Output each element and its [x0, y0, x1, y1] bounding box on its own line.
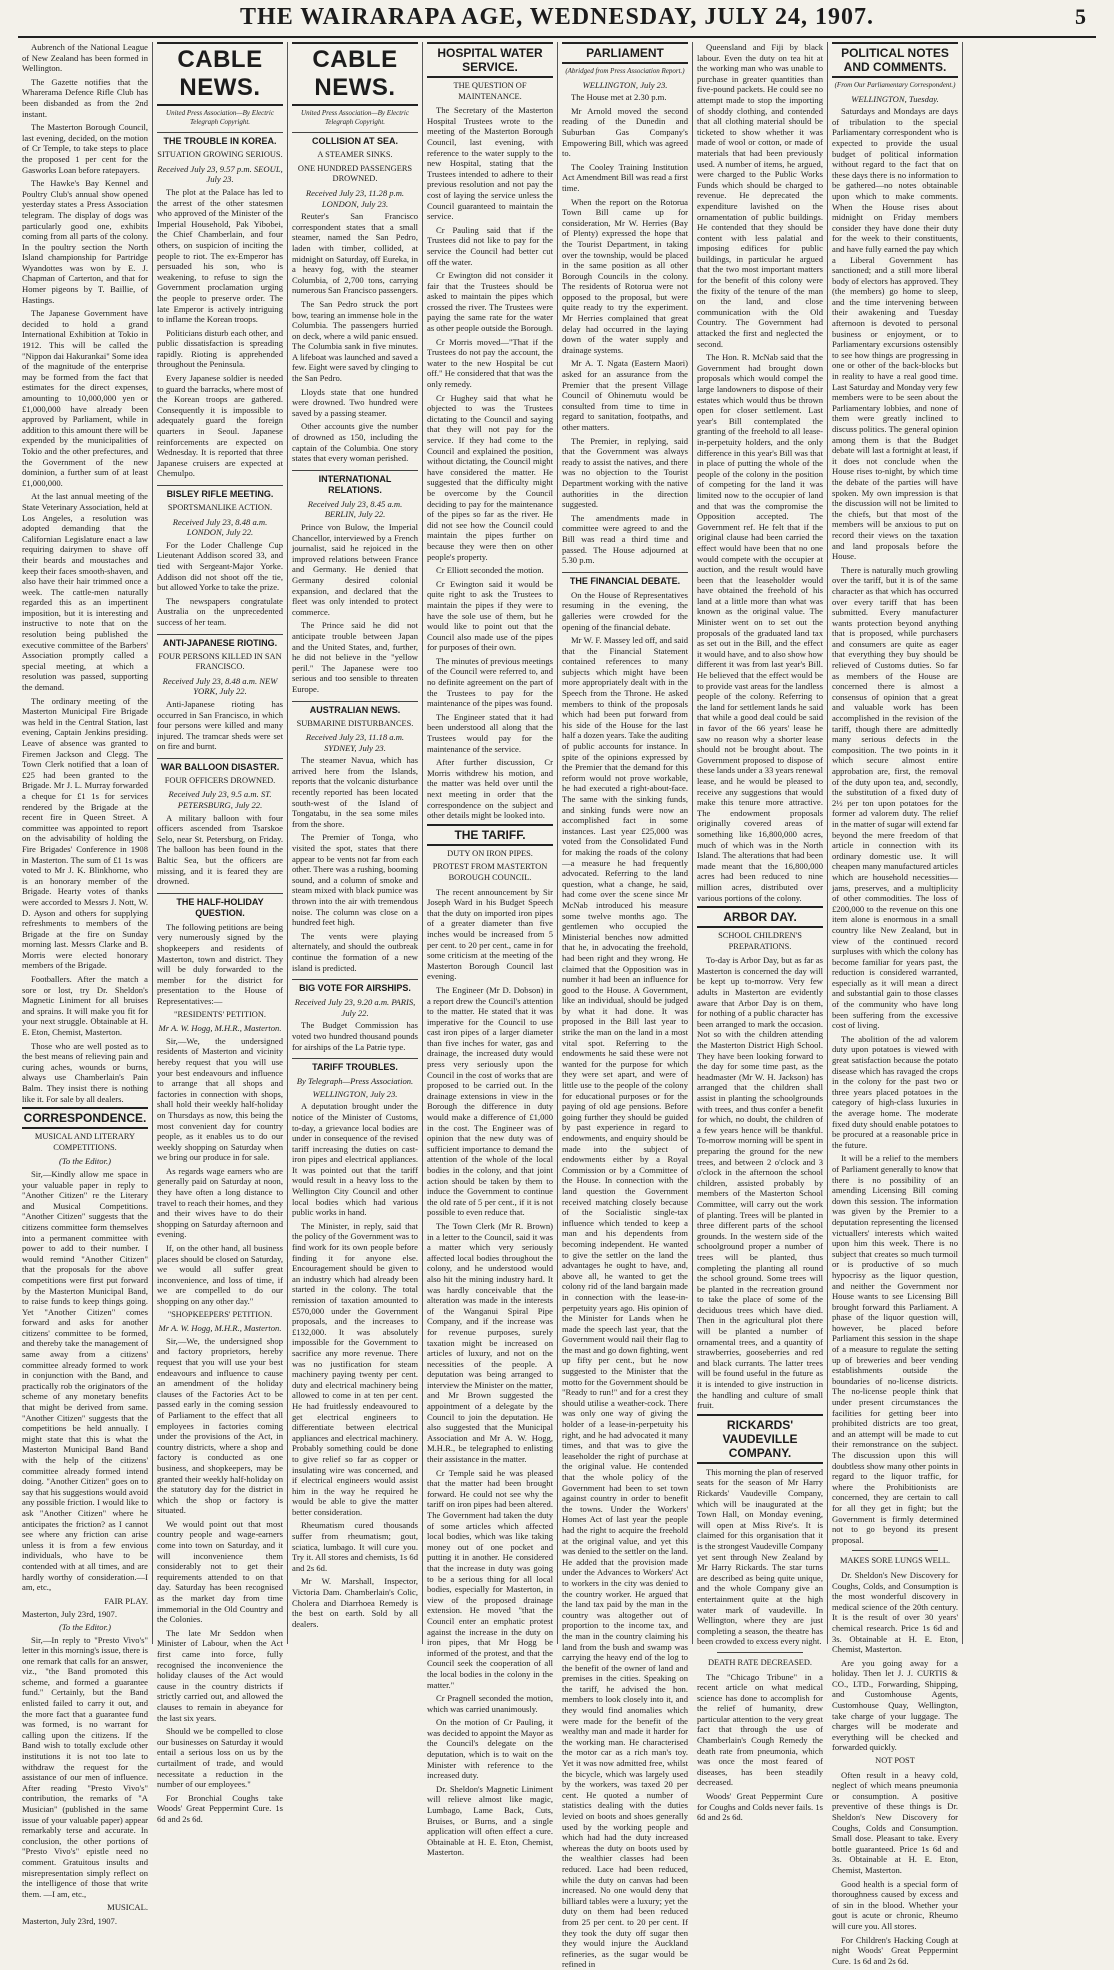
column-5: [558, 42, 693, 1970]
news-paragraph: The late Mr Seddon when Minister of Labour, when the Act first came into force, fully recognised the inconvenience the holiday clauses of the Act would cause in the country districts if strictly carried out, and allowed the clauses to remain in abeyance for the last six years.: [157, 1627, 283, 1723]
column-1: [18, 42, 153, 1926]
advertisement: Rheumatism cured thousands suffer from rheumatism; gout, sciatica, lumbago. It will cure you. Try it. All stores and chemists, 1s 6d and 2s 6d.: [292, 1520, 418, 1573]
column-4: [423, 42, 558, 1858]
advertisement: Dr. Sheldon's New Discovery for Coughs, Colds, and Consumption is the most wonderful discovery in medical science of the 20th century. It is the result of over 30 years' chemical research. Price 1s 6d and 3s. Obtainable at H. E. Eton, Chemist, Masterton.: [832, 1569, 958, 1655]
news-paragraph: Cr Ewington said it would be quite right to ask the Trustees to maintain the pipes if they were to have the sole use of them, but he would like to point out that the Council also made use of the pipes for purposes of their own.: [427, 578, 553, 653]
dateline: Received July 23, 8.48 a.m. NEW YORK, July 22.: [162, 675, 278, 697]
dateline: Received July 23, 9.5 a.m. ST. PETERSBURG, July 22.: [168, 789, 272, 811]
article-heading: THE FINANCIAL DEBATE.: [562, 572, 688, 587]
article-heading: BISLEY RIFLE MEETING.: [157, 485, 283, 500]
article-subheading: "RESIDENTS' PETITION.: [174, 1009, 266, 1019]
news-paragraph: The Cooley Training Institution Act Amendment Bill was read a first time.: [562, 161, 689, 193]
news-paragraph: The recent announcement by Sir Joseph Ward in his Budget Speech that the duty on imported iron pipes of a greater diameter than five inches would be increased from 5 per cent. to 20 per cent., came in for some criticism at the meeting of the Masterton Borough Council last evening.: [427, 886, 553, 982]
dateline: WELLINGTON, July 23.: [312, 1088, 398, 1099]
news-paragraph: As regards wage earners who are generally paid on Saturday at noon, they have often a long distance to travel to reach their homes, and they and their wives have to do their shopping on Saturday afternoon and evening.: [157, 1165, 283, 1240]
news-paragraph: On the motion of Cr Pauling, it was decided to appoint the Mayor as the Council's delegate on the deputation, which is to wait on the Minister with reference to the increased duty.: [427, 1717, 554, 1781]
news-paragraph: Anti-Japanese rioting has occurred in San Francisco, in which four persons were killed and many injured. The tramcar sheds were set on fire and burnt.: [157, 698, 283, 752]
news-paragraph: The ordinary meeting of the Masterton Municipal Fire Brigade was held in the Central Station, last evening, Captain Jenkins presiding. Leave of absence was granted to Firemen Jackson and Clegg. The Town Clerk notified that a loan of £25 had been granted to the Brigade. Mr J. L. Murray forwarded a cheque for £1 1s for services rendered by the Brigade at the recent fire in Queen Street. A committee was appointed to report on the advisability of holding the Fire Brigades' Conference in 1908 in Masterton. The sum of £1 1s was voted to Mr J. K. Blinkhorne, who is an honorary member of the Brigade. Hearty votes of thanks were accorded to Messrs J. Nott, W. D. Ayson and others for supplying refreshments to members of the Brigade at the fire on Sunday morning last. Messrs Clarke and B. Morris were elected honorary members of the Brigade.: [22, 695, 148, 971]
news-paragraph: The House met at 2.30 p.m.: [571, 92, 667, 103]
masthead-rule: [18, 36, 1096, 38]
advertisement: Footballers. After the match a sore or lost, try Dr. Sheldon's Magnetic Liniment for all bruises and sprains. It will make you fit for your next struggle. Obtainable at H. E. Eton, Chemist, Masterton.: [22, 974, 148, 1038]
news-paragraph: Reuter's San Francisco correspondent states that a small steamer, named the San Pedro, laden with timber, collided, at midnight on Saturday, off Eureka, in a heavy fog, with the steamer Columbia, of 2,700 tons, carrying numerous San Francisco passengers.: [292, 211, 419, 296]
advertisement: Are you going away for a holiday. Then let J. J. CURTIS & CO., LTD., Forwarding, Shipping, and Customhouse Agents, Customhouse Quay, Wellington, take charge of your luggage. The charges will be moderate and everything will be checked and forwarded quickly.: [832, 1657, 958, 1753]
section-credit: (Abridged from Press Association Report.): [565, 67, 685, 75]
news-paragraph: The Premier, in replying, said that the Government was always ready to assist the natives, and there was no objection to the Tourist Department working with the native authorities in the direction suggested.: [562, 435, 688, 510]
news-paragraph: The San Pedro struck the port bow, tearing an immense hole in the Columbia. The passengers hurried on deck, where a wild panic ensued. The Columbia sank in five minutes. A lifeboat was launched and saved a few. Eight were saved by clinging to the San Pedro.: [292, 298, 418, 384]
news-paragraph: Should we be compelled to close our businesses on Saturday it would entail a serious loss on us by the curtailment of trade, and would necessitate a reduction in the number of our employees.": [157, 1726, 283, 1790]
news-paragraph: Queensland and Fiji by black labour. Even the duty on tea hit at the working man who was unable to purchase in greater quantities than five-pound packets. He could see no attempt made to stop the importing of shoddy clothing, and contended that all clothing material should be ticketed to show whether it was made of wool or cotton, or made of materials that had been previously used. A number of items, he argued, were charged to the Public Works Funds which should be charged to revenue. He deprecated the expenditure lavished on the ornamentation of public buildings. He contended that they should be content with less palatial and imposing edifices for public buildings, in particular he argued that the two most important matters for the benefit of this colony were the fixity of the tenure of the man on the land, and close communication with the Old Country. The Government had attacked the first and neglected the second.: [697, 42, 823, 349]
news-paragraph: To-day is Arbor Day, but as far as Masterton is concerned the day will be kept up to-morrow. Very few adults in Masterton are evidently aware that Arbor Day is on them, for nothing of a public character has been arranged to mark the occasion. Not so with the children attending the Masterton District High School. They have been looking forward to the day for some time past, as the headmaster (Mr W. H. Jackson) has arranged that the children shall assist in planting the schoolgrounds with trees, and thus confer a benefit for which, no doubt, the children of a few years hence will be thankful. To-morrow morning will be spent in preparing the ground for the new trees, and between 2 o'clock and 3 o'clock in the afternoon the school children, assisted probably by members of the Masterton School Committee, will carry out the work of planting. Trees will be planted in three different parts of the school grounds. In the western side of the schoolground proper a number of trees will be planted, thus completing the planting all round the school ground. Some trees will be planted in the recreation ground to take the place of some of the deciduous trees which have died. Then in the agricultural plot there will be planted a number of ornamental trees, and a quantity of strawberries, gooseberries and red and black currants. The latter trees will be found useful in the future as it is intended to give instruction in the handling and culture of small fruit.: [697, 955, 823, 1411]
news-paragraph: The newspapers congratulate Australia on the unprecedented success of her team.: [157, 595, 283, 627]
news-paragraph: The steamer Navua, which has arrived here from the Islands, reports that the volcanic disturbance recently reported has been located south-west of the Island of Tongatabu, in the sea some miles from the shore.: [292, 755, 418, 829]
page-number: 5: [1075, 4, 1086, 29]
article-heading: MUSICAL AND LITERARY COMPETITIONS.: [34, 1132, 136, 1152]
news-paragraph: The Engineer (Mr D. Dobson) in a report drew the Council's attention to the matter. He stated that it was imperative for the Council to use cast iron pipes of a larger diameter than five inches for water, gas and drainage, the increased duty would press very seriously upon the Council in the cost of works that are proposed to be carried out. In the drainage extensions in view in the Borough the difference in duty would make a difference of £1,000 in the cost. The Engineer was of opinion that the new duty was of sufficient importance to demand the attention of the whole of the local bodies in the colony, and that joint action should be taken by them to induce the Government to continue the old rate of 5 per cent., if it is not possible to even reduce that.: [427, 984, 553, 1218]
article-credit: By Telegraph—Press Association.: [296, 1076, 414, 1087]
article-heading: THE HALF-HOLIDAY QUESTION.: [157, 893, 283, 919]
news-paragraph: If, on the other hand, all business places should be closed on Saturday, we would all suffer great inconvenience, and loss of time, if we are compelled to do our shopping on any other day.": [157, 1243, 283, 1306]
news-paragraph: Saturdays and Mondays are days of tribulation to the special Parliamentary correspondent who is expected to provide the usual budget of political information without regard to the fact that on these days there is no information to be gathered—no notes obtainable upon which to make comments. When the House rises about midnight on Friday members consider they have done their duty for the week to their constituents, and have fully earned the pay which a Liberal Government has sanctioned; and a still more liberal body of electors has approved. They (the members) go home to sleep, and the time intervening between their awakening and Tuesday afternoon is devoted to personal business or enjoyment, or to Parliamentary excursions ostensibly to see how things are progressing in one or other of the back-blocks but in reality to have a real good time. Last Saturday and Monday very few members were to be seen about the Parliamentary lobbies, and none of them were greatly inclined to discuss politics. The general opinion among them is that the Budget debate will last a fortnight at least, if it does not conclude when the House rises to-night, by which time the debate of the parties will have spoken. My own impression is that the discussion will not be limited to the chiefs, but that most of the members will be anxious to put on record their views on the taxation and land proposals before the House.: [832, 106, 959, 562]
news-paragraph: The Hon. R. McNab said that the Government had brought down proposals which would compel the large landowners to dispose of their estates which would thus be thrown open for closer settlement. Last year's Bill contemplated the granting of the freehold to all lease-in-perpetuity holders, and the only difference in this year's Bill was that in place of putting the whole of the people of the colony in the position of competing for the land it was limited now to the occupier of land and that was the compromise the Opposition accepted. The Government ref. He felt that if the original clause had been carried the effect would have been that no one would compete with the occupier at auction, and the result would have been that the leaseholder would have obtained the freehold of his land at a little more than what was known as the original value. The Minister went on to set out the proposals of the graduated land tax as set out in the Bill, and the effect it would have, and to also show how different it was from last year's Bill. He believed that the effect would be to provide vast areas for the landless people of the colony. Referring to the land for settlement lands he said that while a good deal could be said in favor of the 66 years' lease he saw no reason why a shorter lease should not be brought about. The Government proposed to dispose of these lands under a 33 years renewal lease, and he would be pleased to receive any suggestions that would make this tenure more attractive. The endowment proposals originally covered areas of something like 16,800,000 acres, much of which was in the North Island. The alterations that had been made meant that the 16,800,000 acres had been reduced to nine million acres, distributed over various portions of the colony.: [697, 352, 823, 903]
dateline: Received July 23, 8.48 a.m. LONDON, July 22.: [172, 516, 268, 538]
news-paragraph: It will be a relief to the members of Parliament generally to know that there is no possibility of an amending Licensing Bill coming down this session. The information was given by the Premier to a deputation representing the licensed victuallers' interests which waited upon him this week. There is no subject that creates so much turmoil or is productive of so much hypocrisy as the liquor question, and neither the Government nor House wants to see Licensing Bill brought forward this Parliament. A phase of the liquor question will, however, be placed before Parliament this session in the shape of a measure to regulate the setting up of breweries and beer vending establishments outside the boundaries of no-license districts. The no-license people think that under present circumstances the facilities for getting beer into prohibited districts are too great, and an attempt will be made to cut their remonstrance on the subject. The discussion upon this will doubtless show many other points in regard to the liquor traffic, for where the Prohibitionists are concerned, they are certain to call for all they get in fight; but the Government is firmly determined not to go beyond its present proposal.: [832, 1153, 958, 1545]
dateline: Received July 23, 11.18 a.m. SYDNEY, July 23.: [305, 732, 405, 753]
column-8: [963, 42, 1098, 1644]
advertisement: Mr W. Marshall, Inspector, Victoria Dam. Chamberlain's Colic, Cholera and Diarrhoea Remedy is the best on earth. Sold by all dealers.: [292, 1576, 418, 1629]
news-paragraph: The Hawke's Bay Kennel and Poultry Club's annual show opened yesterday states a Press Association telegram. The display of dogs was particularly good one, exhibits coming from all parts of the colony. In the poultry section the North Island championship for Partridge Wyandottes was won by E. J. Chapman of Carterton, and that for Homer pigeons by T. Baillie, of Hastings.: [22, 178, 148, 305]
news-paragraph: Mr A. T. Ngata (Eastern Maori) asked for an assurance from the Premier that the present Village Council of Ohinemutu would be consulted from time to time in regard to sanitation, footpaths, and other matters.: [562, 358, 688, 432]
news-paragraph: The Gazette notifies that the Wharerama Defence Rifle Club has been disbanded as from the 2nd instant.: [22, 76, 148, 119]
advert-heading: NOT POST: [875, 1756, 915, 1766]
article-heading: THE TARIFF.: [427, 824, 553, 846]
news-paragraph: On the House of Representatives resuming in the evening, the galleries were crowded for the opening of the financial debate.: [562, 589, 688, 632]
news-paragraph: Cr Elliott seconded the motion.: [436, 565, 544, 576]
section-credit: United Press Association—By Electric Telegraph Copyright.: [301, 109, 409, 126]
article-heading: ANTI-JAPANESE RIOTING.: [157, 634, 283, 649]
news-paragraph: Sir,—We, the undersigned shop and factory proprietors, hereby request that you will use your best endeavours and influence to cause an amendment of the holiday clauses of the Factories Act to be passed early in the coming session of Parliament to the effect that all employees in factories coming under the provisions of the Act, in country districts, where a shop and factory is conducted as one business, and shopkeepers, may be granted their weekly half-holiday on the statutory day for the district in which the shop or factory is situated.: [157, 1335, 283, 1516]
article-subheading: SITUATION GROWING SERIOUS.: [157, 150, 283, 160]
address-line: Mr A. W. Hogg, M.H.R., Masterton.: [158, 1323, 282, 1334]
section-banner: HOSPITAL WATER SERVICE.: [427, 42, 553, 78]
article-heading: TARIFF TROUBLES.: [292, 1058, 418, 1073]
news-paragraph: Prince von Bulow, the Imperial Chancellor, interviewed by a French journalist, said he rejoiced in the improved relations between France and Germany. He denied that Germany desired colonial expansion, and declared that the fleet was only intended to protect commerce.: [292, 522, 418, 617]
column-7: [828, 42, 963, 1966]
section-credit: (From Our Parliamentary Correspondent.): [834, 81, 956, 89]
news-paragraph: Lloyds state that one hundred were drowned. Two hundred were saved by a passing steamer.: [292, 386, 418, 418]
letter-date: Masterton, July 23rd, 1907.: [22, 1915, 118, 1926]
column-2: [153, 42, 288, 1824]
news-paragraph: The abolition of the ad valorem duty upon potatoes is viewed with great satisfaction because the potato disease which has ravaged the crops in the colony for the past two or three years placed potatoes in the category of high-class luxuries in the average home. The moderate fixed duty should enable potatoes to be procured at a reasonable price in the future.: [832, 1033, 958, 1150]
article-subheading: FOUR OFFICERS DROWNED.: [164, 775, 276, 785]
news-paragraph: The amendments made in committee were agreed to and the Bill was read a third time and passed. The House adjourned at 5.30 p.m.: [562, 512, 688, 566]
article-heading: RICKARDS' VAUDEVILLE COMPANY.: [697, 1414, 823, 1464]
advertisement: Good health is a special form of thoroughness caused by excess and of sin in the blood. Whether your gout is acute or chronic, Rheumo will cure you. All stores.: [832, 1878, 958, 1931]
address-line: Mr A. W. Hogg, M.H.R., Masterton.: [158, 1023, 282, 1034]
news-paragraph: We would point out that most country people and wage-earners come into town on Saturday, and it will inconvenience them considerably not to get their requirements attended to on that day. Saturday has been recognised as the market day from time immemorial in the Old Country and the Colonies.: [157, 1518, 283, 1625]
letter-signature: MUSICAL.: [107, 1902, 148, 1913]
news-paragraph: The Prince said he did not anticipate trouble between Japan and the United States, and, further, he did not believe in the "yellow peril." The Japanese were too serious and too sensible to threaten Europe.: [292, 620, 418, 694]
news-paragraph: The following petitions are being very numerously signed by the shopkeepers and residents of Masterton, town and district. They will be duly forwarded to the member for the district for presentation to the House of Representatives:—: [157, 921, 283, 1006]
news-paragraph: The Engineer stated that it had been understood all along that the Trustees would pay for the maintenance of the service.: [427, 711, 553, 754]
dateline: Received July 23, 9.57 p.m. SEOUL, July 23.: [157, 163, 283, 185]
letter-text: Sir,—Kindly allow me space in your valuable paper in reply to "Another Citizen" re the Literary and Musical Competitions. "Another Citizen" suggests that the citizens committee form themselves into a permanent committee with power to add to their number. I would remind "Another Citizen" that the proposals for the above competitions were first put forward by the Masterton Municipal Band, to raise funds to keep things going. Yet "Another Citizen" comes forward and asks for another citizens' committee to be formed, and thereby take the management of same away from a citizens' committee already formed to work in conjunction with the Band, and practically rob the originators of the scheme of any monetary benefits that might be derived from same. "Another Citizen" suggests that the competitions be held annually. I might state that this is what the Masterton Municipal Band Band with the help of the citizens' committee already formed intend doing. "Another Citizen" goes on to say that his suggestions would avoid any possible friction. I would like to ask "Another Citizen" where he anticipates the friction? as I cannot see where any friction can arise unless it is from a few envious individuals, who have to be contended with at all times, and are hardly worthy of consideration.—I am, etc.,: [22, 1168, 148, 1593]
article-subheading: ONE HUNDRED PASSENGERS DROWNED.: [297, 163, 413, 184]
section-banner: CABLE NEWS.: [292, 42, 418, 106]
article-heading: ARBOR DAY.: [697, 906, 823, 928]
news-paragraph: Cr Temple said he was pleased that the matter had been brought forward. He could not see why the tariff on iron pipes had been altered. The Government had taken the duty of some articles which affected local bodies, which was like taking money out of one pocket and putting it in another. He considered that the increase in duty was going to be a serious thing for all local bodies, especially for Masterton, in view of the proposed drainage extension. He moved "that the Council enter an emphatic protest against the increase in the duty on iron pipes, that Mr Hogg be informed of the protest, and that the Council seek the cooperation of all the local bodies in the colony in the matter.": [427, 1467, 553, 1690]
section-banner: POLITICAL NOTES AND COMMENTS.: [832, 42, 958, 78]
letter-signature: FAIR PLAY.: [104, 1595, 148, 1606]
news-paragraph: A deputation brought under the notice of the Minister of Customs, to-day, a grievance local bodies are under in consequence of the revised tariff increasing the duties on cast-iron pipes and electrical appliances. It was pointed out that the tariff would result in a heavy loss to the Wellington City Council and other local bodies which had various public works in hand.: [292, 1101, 418, 1218]
column-6: [693, 42, 828, 1823]
advertisement: Dr. Sheldon's Magnetic Liniment will relieve almost like magic, Lumbago, Lame Back, Cuts, Bruises, or Burns, and a single application will often effect a cure. Obtainable at H. E. Eton, Chemist, Masterton.: [427, 1783, 553, 1858]
dateline: WELLINGTON, Tuesday.: [851, 93, 939, 104]
article-subheading: SUBMARINE DISTURBANCES.: [296, 718, 414, 728]
dateline: Received July 23, 8.45 a.m. BERLIN, July 22.: [307, 498, 403, 520]
news-paragraph: This morning the plan of reserved seats for the season of Mr Harry Rickards' Vaudeville Company, which will be inaugurated at the Town Hall, on Monday evening, will open at Miss Rive's. It is claimed for this organisation that it is the strongest Vaudeville Company yet sent through New Zealand by Mr Harry Rickards. The star turns are described as being quite unique, and the whole Company give an entertainment quite at the high water mark of vaudeville. In Wellington, where they are just completing a season, the theatre has been crowded to excess every night.: [697, 1466, 823, 1647]
article-subheading: PROTEST FROM MASTERTON BOROUGH COUNCIL.: [432, 862, 548, 882]
article-heading: THE TROUBLE IN KOREA.: [157, 132, 283, 147]
masthead: [0, 4, 1114, 38]
news-paragraph: Cr Pauling said that if the Trustees did not like to pay for the service the Council had better cut off the water.: [427, 224, 553, 267]
article-heading: COLLISION AT SEA.: [292, 132, 418, 147]
to-editor: (To the Editor.): [59, 1156, 111, 1167]
news-paragraph: The vents were playing alternately, and should the outbreak continue the formation of a new island is predicted.: [292, 930, 418, 973]
news-paragraph: Other accounts give the number of drowned as 150, including the captain of the Columbia. One story states that every woman perished.: [292, 421, 418, 464]
news-paragraph: At the last annual meeting of the State Veterinary Association, held at Los Angeles, a resolution was adopted demanding that the Californian Legislature enact a law requiring dairymen to shave off their beards and moustaches and keep their faces smooth-shaven, and also have their hair trimmed once a week. The cattle-men naturally regarded this as an impertinent imposition, but it is interesting and instructive to note that on the resolution being published the executive committee of the Barbers' Association promptly called a special meeting, at which a resolution was passed, supporting the demand.: [22, 491, 148, 693]
article-subheading: SPORTSMANLIKE ACTION.: [167, 503, 273, 512]
news-paragraph: When the report on the Rotorua Town Bill came up for consideration, Mr W. Herries (Bay of Plenty) expressed the hope that the Tourist Department, in taking over the township, would be placed in the same position as all other Borough Councils in the colony. The residents of Rotorua were not opposed to the proposal, but were quite ready to try the experiment. Mr Herries complained that great delay had occurred in the laying down of the water supply and drainage systems.: [562, 196, 688, 355]
article-subheading: SCHOOL CHILDREN'S PREPARATIONS.: [718, 931, 802, 951]
article-subheading: DUTY ON IRON PIPES.: [447, 848, 533, 858]
advert-heading: DEATH RATE DECREASED.: [708, 1657, 812, 1667]
news-paragraph: Every Japanese soldier is needed to guard the barracks, where most of the Korean troops are gathered. Consequently it is impossible to adequately guard the foreign quarters in Seoul. Japanese reinforcements are expected on Wednesday. It is reported that three Japanese cruisers are expected at Chemulpo.: [157, 373, 283, 479]
article-subheading: FOUR PERSONS KILLED IN SAN FRANCISCO.: [158, 651, 282, 672]
news-paragraph: Cr Ewington did not consider it fair that the Trustees should be asked to maintain the pipes which crossed the river. The Trustees were paying the same rate for the water as other people outside the Borough.: [427, 270, 554, 334]
section-credit: United Press Association—By Electric Telegraph Copyright.: [166, 109, 274, 126]
advertisement: Often result in a heavy cold, neglect of which means pneumonia or consumption. A positive preventive of these things is Dr. Sheldon's New Discovery for Coughs, Colds and Consumption. Small dose. Pleasant to take. Every bottle guaranteed. Price 1s 6d and 3s. Obtainable at H. E. Eton, Chemist, Masterton.: [832, 1769, 958, 1875]
news-paragraph: There is naturally much growling over the tariff, but it is of the same character as that which has occurred over every tariff that has been submitted. Every manufacturer wants protection beyond anything that is proposed, while purchasers and consumers are quite as eager that everything they buy should be relieved of Customs duties. So far as members of the House are concerned there is almost a consensus of opinion that a great and valuable work has been accomplished in the revision of the tariff, though there are admittedly many serious defects in the composition. The two points in it which secure almost entire approbation are, first, the removal of the duty upon tea, and, secondly, the substitution of a fixed duty of 2½ per ton upon potatoes for the former ad valorem duty. The relief in the matter of sugar will extend far beyond the mere freedom of that article in connection with its ordinary domestic use. It will cheapen many manufactured articles which are household necessities—jams, preserves, and a multiplicity of other commodities. The loss of £200,000 to the revenue on this one item alone is enormous in a small country like New Zealand, but in view of the continued record surpluses with which the colony has become familiar for years past, the reduction is considered warranted, especially as it will mean a direct and substantial gain to those classes of the community who have long been suffering from the excessive cost of living.: [832, 564, 958, 1031]
correspondence-heading: CORRESPONDENCE.: [22, 1107, 148, 1129]
advertisement: Woods' Great Peppermint Cure for Coughs and Colds never fails. 1s 6d and 2s 6d.: [697, 1791, 823, 1823]
article-heading: BIG VOTE FOR AIRSHIPS.: [292, 979, 418, 994]
dateline: WELLINGTON, July 23.: [582, 79, 668, 90]
advertisement: For Children's Hacking Cough at night Woods' Great Peppermint Cure. 1s 6d and 2s 6d.: [832, 1934, 958, 1966]
masthead-title: THE WAIRARAPA AGE, WEDNESDAY, JULY 24, 1907.: [240, 4, 874, 30]
news-paragraph: For the Loder Challenge Cup Lieutenant Addison scored 33, and tied with Sergeant-Major Yorke. Addison did not shoot off the tie, but allowed Yorke to take the prize.: [157, 539, 283, 593]
section-banner: PARLIAMENT: [562, 42, 688, 64]
news-paragraph: Aubrench of the National League of New Zealand has been formed in Wellington.: [22, 42, 148, 74]
news-paragraph: A military balloon with four officers ascended from Tsarskoe Selo, near St. Petersburg, on Friday. The balloon has been found in the Baltic Sea, but the officers are missing, and it is feared they are drowned.: [157, 812, 283, 887]
news-paragraph: Cr Hughey said that what he objected to was the Trustees dictating to the Council and saying that they will not pay for the service. If they had come to the Council and explained the position, without dictating, the Council might have considered the matter. He suggested that the difficulty might be overcome by the Council deciding to pay for the maintenance of the pipes so far as the river. He did not see how the Council could maintain the pipes further on because they were then on other people's property.: [427, 392, 553, 562]
to-editor: (To the Editor.): [59, 1621, 111, 1632]
news-paragraph: Cr Pragnell seconded the motion, which was carried unanimously.: [427, 1693, 553, 1714]
news-paragraph: Politicians disturb each other, and public dissatisfaction is spreading rapidly. Rioting is apprehended throughout the Peninsula.: [157, 327, 283, 370]
letter-text: Sir,—In reply to "Presto Vivo's" letter in this morning's issue, there is one remark that calls for an answer, viz., "the Band promoted this scheme, and formed a guarantee fund." Certainly, but the Band enlisted failed to carry it out, and the more fact that a guarantee fund was formed, is no warrant for calling upon the citizens. If the Band wish to totally exclude other institutions it is not too late to withdraw the request for the assistance of our men of influence. After reading "Presto Vivo's" contribution, the remarks of "A Musician" (published in the same issue of your valuable paper) appear remarkably terse and accurate. In conclusion, the other portions of "Presto Vivo's" epistle need no comment. Gratuitous insults and misrepresentation simply reflect on the intelligence of those that write them. —I am, etc.,: [22, 1634, 148, 1899]
news-paragraph: The Town Clerk (Mr R. Brown) in a letter to the Council, said it was a matter which very seriously affected local bodies throughout the colony, and he understood would also hit the mining industry hard. It was hardly conceivable that the alteration was made in the interests of the Wanganui Spiral Pipe Company, and if the increase was for revenue purposes, surely taxation might be increased on articles of luxury, and not on the necessities of the people. A deputation was being arranged to interview the Minister on the matter, and Mr Brown suggested the appointment of a delegate by the Council to join the deputation. He also suggested that the Municipal Association and Mr A. W. Hogg, M.H.R., be telegraphed to enlisting their assistance in the matter.: [427, 1220, 553, 1465]
advert-heading: MAKES SORE LUNGS WELL.: [839, 1556, 951, 1566]
news-paragraph: Mr W. F. Massey led off, and said that the Financial Statement contained references to many subjects which might have been more appropriately dealt with in the Speech from the Throne. He asked members to think of the proposals which had been put forward from his side of the House for the last half a dozen years. Take the auditing of public accounts for instance. In spite of the opinions expressed by the Premier that the demand for this reform would not prove workable, he had executed a right-about-face. The same with the sinking funds, and sinking funds were now an accomplished fact in some instances. Last year £25,000 was voted from the Consolidated Fund for making the roads of the colony—a measure he had frequently advocated. Referring to the land question, what a change, he said, had come over the scene since Mr McNab introduced his measure some twelve months ago. The gentlemen who occupied the Ministerial benches now admitted that he, in advocating the freehold, had been right and they wrong. He claimed that the Opposition was in number it had been an influence for good to the House. A Government, like an individual, should be judged by what it had done. It was proposed in the Bill last year to strike the man on the land in a most vital spot. Referring to the endowments he said these were not wanted for the purpose for which they were set apart, and were of little use to the people of the colony for educational purposes or for the paying of old age pensions. Before going further they should be guided by past experience in regard to endowments, and enquiry should be made into the subject of endowments either by a Royal Commission or by a Committee of the House. In connection with the land question the Government received matching closely because of the Socialistic single-tax influence which tended to keep a man and his dependents from becoming independent. He wanted to give the settler on the land the advantages he ought to have, and, above all, he wanted to get the colony rid of the land bargain made in connection with the lease-in-perpetuity years ago. His opinion of the Minister for Lands when he made the speech last year, that the Government would nail their flag to the mast and go down fighting, went up fifty per cent., but he now suggested to the Minister that the motto for the Government should be "Ready to run!" and for a crest they should utilise a weather-cock. There was only one way of giving the holder of a lease-in-perpetuity his right, and he had advocated it many times, and that was to give the leaseholder the right of purchase at the original value. He contended that the whole policy of the Government had been to set town against country in order to benefit the towns. Under the Workers' Homes Act of last year the people had the right to acquire the freehold at the original value, and yet this was denied to the settler on the land. He added that the provision made under the Advances to Workers' Act to workers in the city was denied to the country worker. He argued that the land tax paid by the man in the country was altogether out of proportion to the income tax, and the man in the country claiming his land from the bush and swamp was carrying the heavy end of the log to the benefit of the owner of land and premises in the cities. Speaking on the tariff, he advised the hon. members to look closely into it, and they would find anomalies which were made for the benefit of the wealthy man and made it harder for the working man. He characterised the motor car as a rich man's toy. Yet it was now admitted free, whilst the bicycle, which was largely used by the workers, was taxed 20 per cent. He quoted a number of statistics dealing with the duties levied on boots and shoes generally used by the working people and which had had the duty increased whereas the duty on boots used by the wealthier classes had been reduced. Lace had been reduced, while the duty on canvas had been increased. No one would deny that billiard tables were a luxury; yet the duty on them had been reduced from 25 per cent. to 20 per cent. If they took the duty off sugar then they would injure the Auckland refineries, as the sugar would be refined in: [562, 635, 688, 1970]
news-paragraph: The Premier of Tonga, who visited the spot, states that there appear to be vents not far from each other. There was a rushing, booming sound, and a column of smoke and steam mixed with black pumice was thrown into the air with tremendous noise. The column was close on a hundred feet high.: [292, 832, 418, 928]
column-3: [288, 42, 423, 1644]
article-subheading: "SHOPKEEPERS' PETITION.: [167, 1309, 273, 1319]
article-heading: WAR BALLOON DISASTER.: [157, 758, 283, 773]
news-paragraph: The Minister, in reply, said that the policy of the Government was to find work for its own people before finding it for anyone else. Encouragement should be given to an industry which had already been started in the colony. The total remission of taxation amounted to £570,000 under the Government proposals, and the increases to £132,000. It was absolutely impossible for the Government to sacrifice any more revenue. There was no justification for steam machinery paying twenty per cent. duty and electrical machinery being allowed to come in at ten per cent. He had fruitlessly endeavoured to get electrical engineers to differentiate between electrical appliances and electrical machinery. Probably something could be done to give relief so far as copper or insulating wire was concerned, and if electrical engineers would assist him in the way he required he would be able to give the matter better consideration.: [292, 1220, 418, 1517]
news-paragraph: After further discussion, Cr Morris withdrew his motion, and the matter was held over until the next meeting in order that the correspondence on the subject and other details might be looked into.: [427, 757, 553, 821]
news-paragraph: Mr Arnold moved the second reading of the Dunedin and Suburban Gas Company's Empowering Bill, which was agreed to.: [562, 105, 688, 159]
news-paragraph: The Budget Commission has voted two hundred thousand pounds for airships of the La Patrie type.: [292, 1020, 418, 1052]
advertisement: Those who are well posted as to the best means of relieving pain and curing aches, wounds or burns, always use Chamberlain's Pain Balm. They insist there is nothing like it. For sale by all dealers.: [22, 1040, 148, 1104]
divider: [852, 1550, 938, 1551]
advertisement: For Bronchial Coughs take Woods' Great Peppermint Cure. 1s 6d and 2s 6d.: [157, 1792, 283, 1824]
article-heading: AUSTRALIAN NEWS.: [292, 701, 418, 716]
columns: [18, 42, 1098, 1970]
news-paragraph: Cr Morris moved—"That if the Trustees do not pay the account, the water to the new Hospital be cut off." He considered that that was the only remedy.: [427, 336, 553, 390]
news-paragraph: The Japanese Government have decided to hold a grand International Exhibition at Tokio in 1912. This will be called the "Nippon dai Hakurankai" Some idea of the magnitude of the enterprise may be formed from the fact that estimates for the direct expenses, amounting to 10,000,000 yen or £1,000,000 have already been approved by Parliament, while in addition to this amount there will be expended by the municipalities of Tokio and the other prefectures, and the Government of the new dominion, a further sum of at least £1,000,000.: [22, 308, 148, 488]
article-subheading: A STEAMER SINKS.: [317, 150, 393, 160]
news-paragraph: The minutes of previous meetings of the Council were referred to, and no definite agreement on the part of the Trustees to pay for the maintenance of the pipes was found.: [427, 655, 553, 709]
article-subheading: THE QUESTION OF MAINTENANCE.: [453, 81, 527, 101]
news-paragraph: The Secretary of the Masterton Hospital Trustees wrote to the meeting of the Masterton Borough Council, last evening, with reference to the water supply to the new Hospital, stating that the Trustees intended to adhere to their previous resolution and not pay the cost of laying the service unless the Council guaranteed to maintain the service.: [427, 105, 553, 222]
news-paragraph: Sir,—We, the undersigned residents of Masterton and vicinity hereby request that you will use your best endeavours and influence to arrange that all shops and factories in connection with shops, shall hold their weekly half-holiday on Thursdays as now, this being the most convenient day for country people, as it enables us to do our weekly shopping on Saturday when we bring our produce in for sale.: [157, 1035, 283, 1163]
divider: [717, 1652, 803, 1653]
news-paragraph: The plot at the Palace has led to the arrest of the other statesmen who approved of the Minister of the Imperial Household, Pak Yibobei, the Chief Chamberlain, and four others, on suspicion of inciting the people to riot. The ex-Emperor has persuaded his son, who is weakening, to refuse to sign the Government proclamation urging the people to preserve order. The late Emperor is actively intriguing to inflame the Korean troops.: [157, 186, 283, 325]
section-banner: CABLE NEWS.: [157, 42, 283, 106]
news-paragraph: The Masterton Borough Council, last evening, decided, on the motion of Cr Temple, to take steps to place the proposed 1 per cent for the Gasworks Loan before ratepayers.: [22, 122, 148, 175]
dateline: Received July 23, 11.28 p.m. LONDON, July 23.: [305, 187, 405, 209]
article-heading: INTERNATIONAL RELATIONS.: [292, 470, 418, 496]
advertisement: The "Chicago Tribune" in a recent article on what medical science has done to accomplish for the relief of humanity, drew particular attention to the very great fact that through the use of Chamberlain's Cough Remedy the death rate from pneumonia, which was once the most feared of diseases, has been steadily decreased.: [697, 1671, 823, 1788]
letter-date: Masterton, July 23rd, 1907.: [22, 1609, 118, 1620]
dateline: Received July 23, 9.20 a.m. PARIS, July 22.: [294, 997, 416, 1018]
